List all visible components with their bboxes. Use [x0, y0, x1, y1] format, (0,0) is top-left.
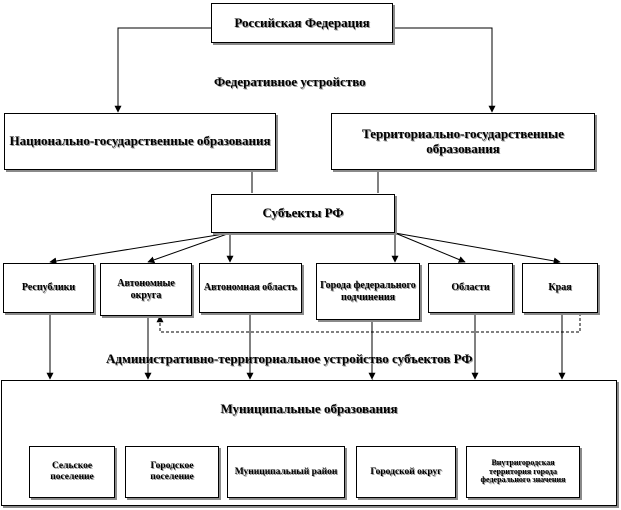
- oblasts-label: Области: [451, 282, 490, 294]
- connector-top-to-territorial: [392, 28, 492, 112]
- national-entities-label: Национально-государственные образования: [9, 133, 271, 149]
- subjects-label: Субъекты РФ: [262, 205, 344, 221]
- republics-label: Республики: [21, 282, 76, 294]
- urban-settlement-box: [125, 446, 219, 498]
- municipal-entities-title: Муниципальные образования: [220, 401, 398, 416]
- autonomous-okrugs-label: Автономные округа: [117, 278, 175, 301]
- connector-subjects-to-oblasts: [395, 233, 465, 262]
- autonomous-okrugs-box: [100, 263, 192, 316]
- republics-box: [3, 263, 94, 313]
- municipal-district-box: [227, 446, 345, 498]
- inner-city-territory-box: [466, 446, 580, 498]
- rural-settlement-box: [29, 446, 115, 498]
- city-district-label: Городской округ: [370, 466, 442, 477]
- connector-subjects-to-republics: [50, 233, 230, 262]
- inner-city-territory-label: Внутригородская территория города федерального значения: [480, 457, 566, 485]
- admin-structure-label: Административно-территориальное устройство субъектов РФ: [106, 351, 473, 366]
- subjects-box: [211, 194, 395, 233]
- federal-cities-label: Города федерального подчинения: [320, 280, 416, 303]
- connector-subjects-to-krais: [395, 233, 560, 262]
- national-entities-box: [4, 113, 276, 170]
- federal-structure-label: Федеративное устройство: [214, 74, 366, 89]
- russian-federation-box: [211, 3, 393, 43]
- oblasts-box: [428, 263, 513, 313]
- urban-settlement-label: Городское поселение: [150, 461, 194, 482]
- municipal-district-label: Муниципальный район: [234, 466, 338, 477]
- territorial-entities-label: Территориально-государственные образования: [362, 125, 564, 156]
- krais-box: [522, 263, 598, 313]
- city-district-box: [356, 446, 456, 498]
- russian-federation-label: Российская Федерация: [234, 14, 370, 30]
- connector-top-to-national: [118, 28, 212, 112]
- rural-settlement-label: Сельское поселение: [50, 461, 94, 482]
- territorial-entities-box: [331, 113, 595, 170]
- autonomous-oblast-box: [199, 263, 302, 313]
- autonomous-oblast-label: Автономная область: [203, 282, 298, 294]
- federal-cities-box: [316, 263, 420, 320]
- connector-subjects-to-okrugs: [148, 233, 230, 262]
- krais-label: Края: [548, 282, 572, 294]
